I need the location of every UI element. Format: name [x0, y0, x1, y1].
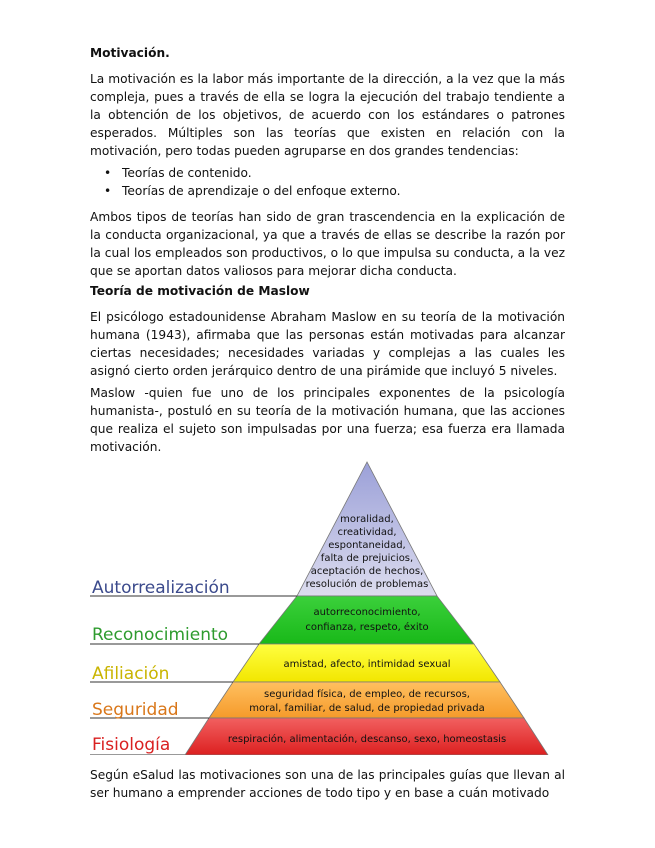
section-heading-motivacion: Motivación. [90, 46, 170, 60]
bullet-list-tendencias [100, 164, 400, 200]
level-name-autorrealizacion: Autorrealización [92, 578, 230, 598]
tier-text-seguridad: seguridad física, de empleo, de recursos, [264, 689, 470, 700]
paragraph-maslow-2: Maslow -quien fue uno de los principales exponentes de la psicología humanista-, postuló en su teoría de la motivación humana, que las acciones que realiza el sujeto son impulsadas por una fuerza; esa fuerza era llamada motivación. [90, 386, 565, 454]
tier-text-seguridad: moral, familiar, de salud, de propiedad privada [249, 703, 485, 714]
list-item: • Teorías de contenido. [100, 164, 400, 182]
paragraph-motivacion-intro: La motivación es la labor más importante de la dirección, a la vez que la más compleja, pues a través de ella se logra la ejecución del trabajo tendiente a la obtención de los objetivos, de acuerdo con los estándares o patrones esperados. Múltiples son las teorías que existen en relación con la motivación, pero todas pueden agruparse en dos grandes tendencias: [90, 72, 565, 158]
section-heading-maslow: Teoría de motivación de Maslow [90, 284, 310, 298]
tier-text-autorrealizacion: aceptación de hechos, [310, 566, 424, 577]
tier-text-autorrealizacion: resolución de problemas [305, 579, 429, 590]
level-name-seguridad: Seguridad [92, 700, 179, 720]
tier-text-autorrealizacion: moralidad, [340, 514, 394, 525]
pyramid-tier-reconocimiento [259, 596, 474, 644]
level-name-fisiologia: Fisiología [92, 735, 171, 755]
tier-text-afiliacion: amistad, afecto, intimidad sexual [283, 659, 451, 670]
tier-text-reconocimiento: confianza, respeto, éxito [305, 622, 429, 633]
tier-text-autorrealizacion: espontaneidad, [328, 540, 406, 551]
tier-text-autorrealizacion: falta de prejuicios, [320, 553, 414, 564]
paragraph-maslow-1: El psicólogo estadounidense Abraham Maslow en su teoría de la motivación humana (1943), afirmaba que las personas están motivadas para alcanzar ciertas necesidades; necesidades variadas y complejas a las cuales les asignó cierto orden jerárquico dentro de una pirámide que incluyó 5 niveles. [90, 310, 565, 378]
tier-text-autorrealizacion: creatividad, [337, 527, 397, 538]
level-name-reconocimiento: Reconocimiento [92, 625, 229, 645]
maslow-pyramid-figure [0, 455, 655, 755]
paragraph-esalud: Según eSalud las motivaciones son una de las principales guías que llevan al ser humano a emprender acciones de todo tipo y en base a cuán motivado [90, 768, 565, 800]
list-item: • Teorías de aprendizaje o del enfoque externo. [100, 182, 400, 200]
paragraph-teorias: Ambos tipos de teorías han sido de gran trascendencia en la explicación de la conducta organizacional, ya que a través de ellas se describe la razón por la cual los empleados son productivos, o lo que impulsa su conducta, a la vez que se aportan datos valiosos para mejorar dicha conducta. [90, 210, 565, 278]
level-name-afiliacion: Afiliación [92, 664, 170, 684]
tier-text-reconocimiento: autorreconocimiento, [313, 607, 421, 618]
tier-text-fisiologia: respiración, alimentación, descanso, sexo, homeostasis [227, 734, 507, 745]
